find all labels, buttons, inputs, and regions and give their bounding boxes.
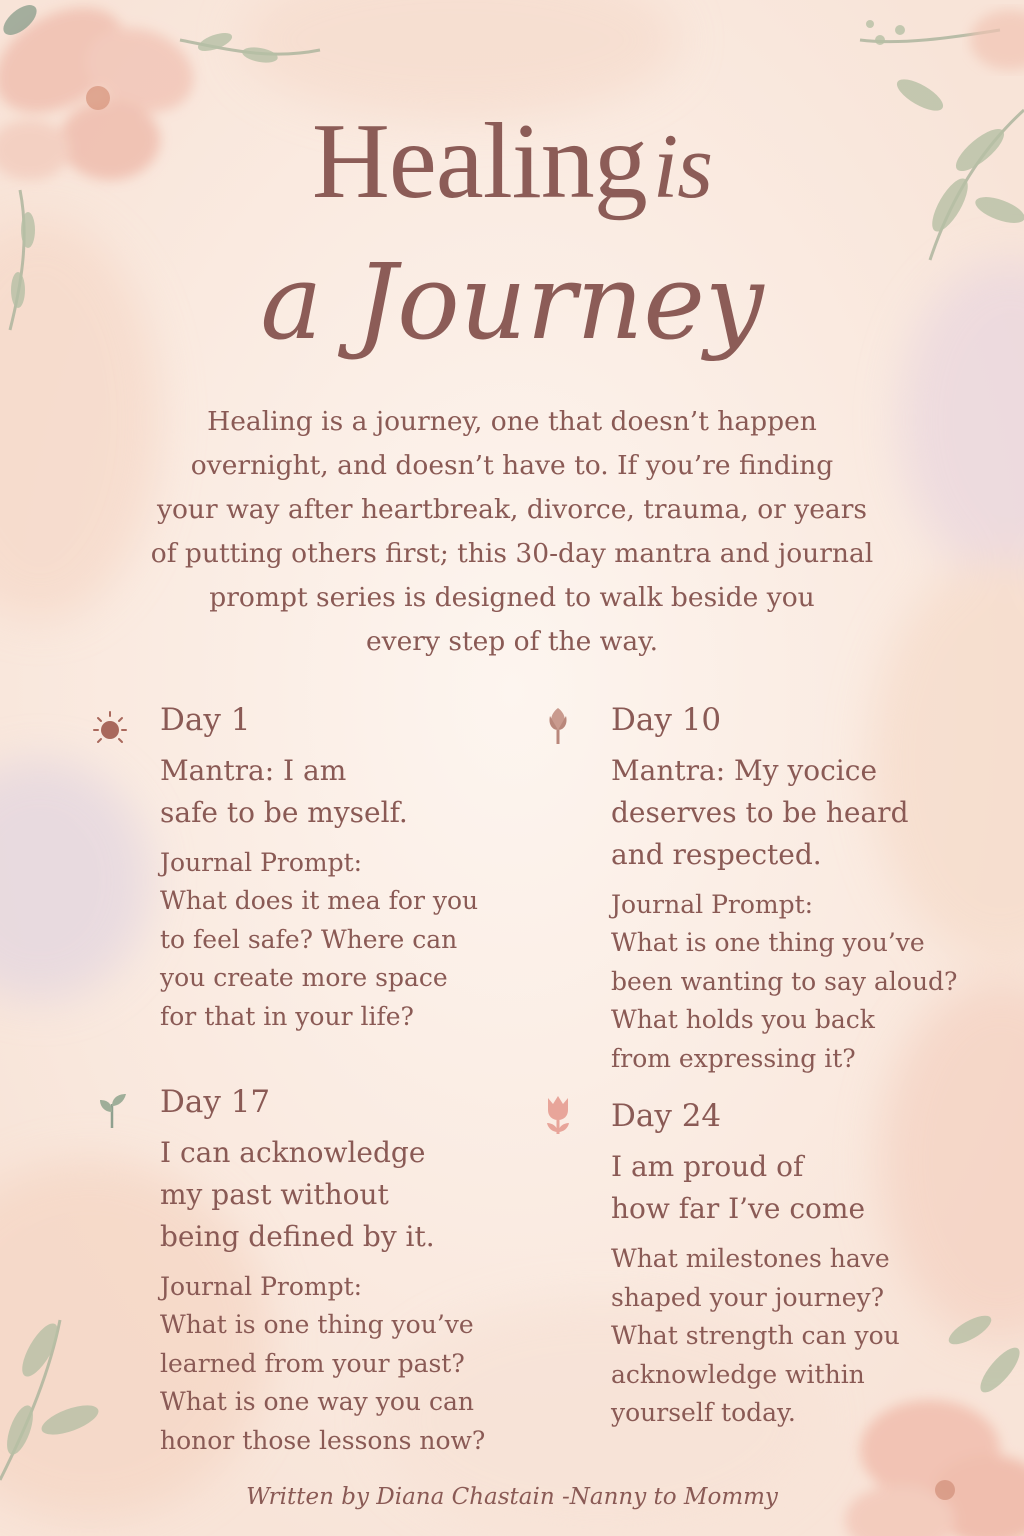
prompt-line: honor those lessons now?: [160, 1425, 486, 1455]
day-title: Day 24: [611, 1098, 722, 1134]
day-mantra: [160, 750, 520, 834]
intro-line: every step of the way.: [365, 626, 659, 657]
prompt-line: What milestones have: [611, 1244, 890, 1273]
intro-line: prompt series is designed to walk beside you: [209, 582, 815, 613]
mantra-line: deserves to be heard: [611, 796, 909, 829]
day-card-1: [160, 700, 520, 1036]
day-mantra: [611, 1146, 1001, 1230]
title-is-word: is: [652, 115, 713, 217]
intro-line: of putting others first; this 30-day mantra and journal: [150, 538, 874, 569]
day-card-10: [611, 700, 1001, 1078]
day-card-17: [160, 1082, 530, 1460]
prompt-line: you create more space: [160, 963, 448, 992]
mantra-line: how far I’ve come: [611, 1192, 866, 1225]
mantra-line: I can acknowledge: [160, 1136, 426, 1169]
day-title: Day 10: [611, 702, 722, 738]
flower-bud-icon: [536, 702, 580, 746]
author-credit: Written by Diana Chastain -Nanny to Mommy: [246, 1484, 778, 1510]
day-title: Day 17: [160, 1084, 271, 1120]
prompt-line: been wanting to say aloud?: [611, 966, 958, 996]
journal-prompt: [160, 1306, 530, 1460]
title-main-word: Healing: [311, 102, 647, 221]
prompt-line: acknowledge within: [611, 1359, 865, 1389]
journal-prompt-label: Journal Prompt:: [160, 1272, 363, 1301]
journal-prompt: [611, 924, 1001, 1078]
tulip-icon: [536, 1092, 580, 1136]
title: [0, 102, 1024, 221]
prompt-line: What is one thing you’ve: [160, 1310, 474, 1339]
prompt-line: from expressing it?: [611, 1043, 856, 1073]
mantra-line: Mantra: My yocice: [611, 754, 878, 787]
prompt-line: What is one way you can: [160, 1387, 474, 1416]
intro-line: Healing is a journey, one that doesn’t happen: [207, 406, 817, 437]
prompt-line: for that in your life?: [160, 1001, 414, 1031]
prompt-line: What strength can you: [611, 1321, 900, 1350]
mantra-line: Mantra: I am: [160, 754, 347, 787]
title-subtitle: a Journey: [260, 241, 764, 363]
day-title: Day 1: [160, 702, 251, 738]
day-mantra: [160, 1132, 530, 1258]
day-card-24: [611, 1096, 1001, 1433]
journal-prompt: [611, 1240, 1001, 1433]
prompt-line: learned from your past?: [160, 1348, 465, 1378]
mantra-line: my past without: [160, 1178, 389, 1211]
prompt-line: to feel safe? Where can: [160, 924, 458, 954]
mantra-line: and respected.: [611, 838, 822, 871]
sprout-icon: [90, 1088, 134, 1132]
day-mantra: [611, 750, 1001, 876]
journal-prompt-label: Journal Prompt:: [611, 890, 814, 919]
intro-line: overnight, and doesn’t have to. If you’re finding: [190, 450, 834, 481]
journal-prompt: [160, 882, 520, 1036]
intro-line: your way after heartbreak, divorce, trauma, or years: [156, 494, 867, 525]
prompt-line: What is one thing you’ve: [611, 928, 925, 957]
intro-paragraph: [130, 400, 894, 664]
journal-prompt-label: Journal Prompt:: [160, 848, 363, 877]
mantra-line: I am proud of: [611, 1150, 804, 1183]
prompt-line: What does it mea for you: [160, 886, 479, 915]
prompt-line: What holds you back: [611, 1005, 875, 1034]
mantra-line: safe to be myself.: [160, 796, 408, 829]
mantra-line: being defined by it.: [160, 1220, 435, 1253]
prompt-line: yourself today.: [611, 1398, 796, 1427]
prompt-line: shaped your journey?: [611, 1282, 885, 1312]
sun-icon: [88, 704, 132, 748]
